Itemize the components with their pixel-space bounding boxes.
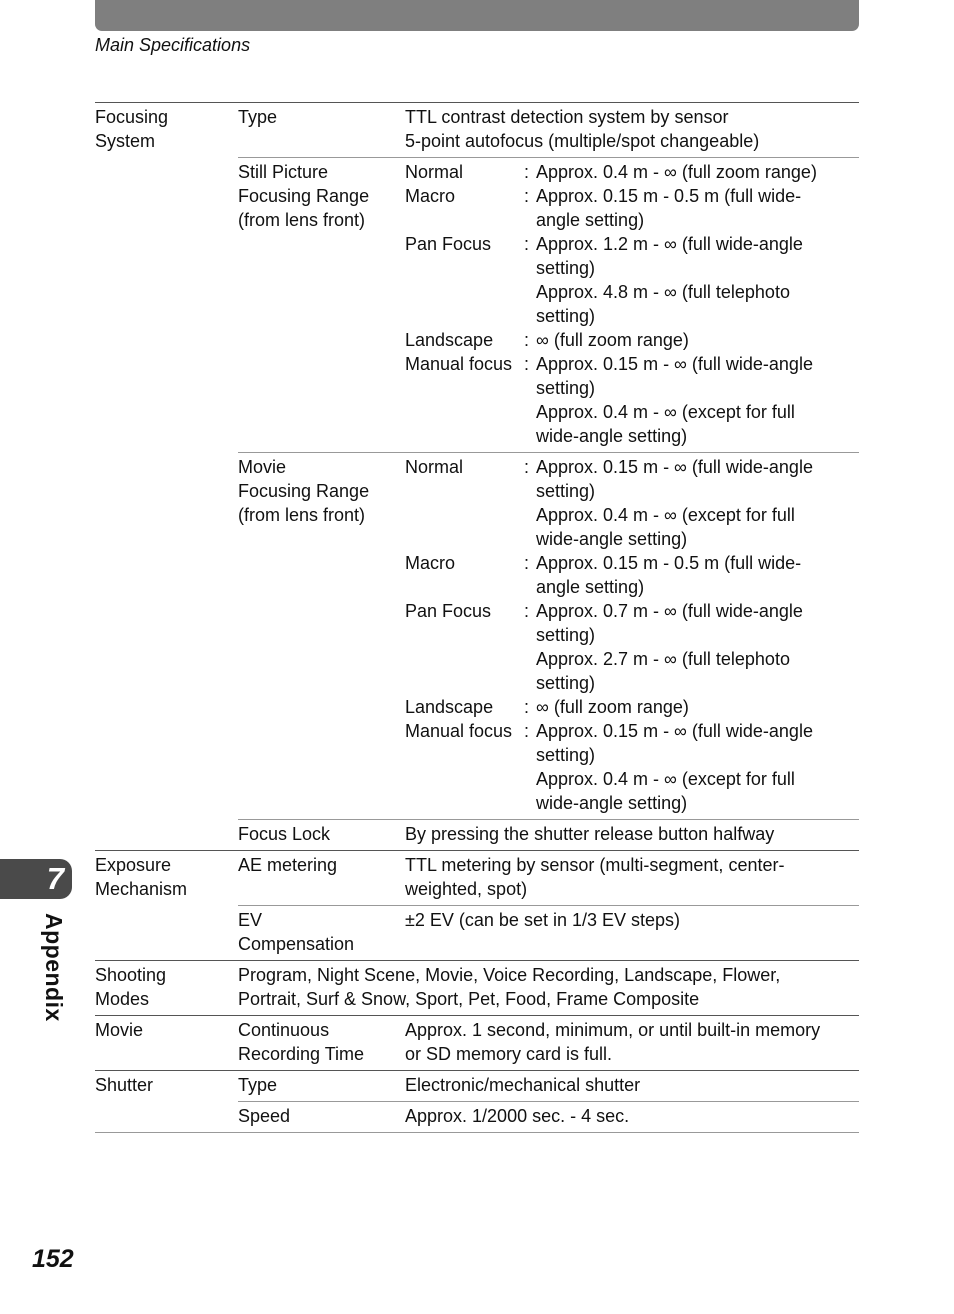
focus-mode-values: [536, 455, 859, 551]
sublabel-line: Focusing Range: [238, 481, 370, 501]
focus-mode-values: [536, 719, 859, 815]
colon-separator: :: [524, 457, 530, 477]
sublabel-line: Recording Time: [238, 1044, 365, 1064]
colon-separator: :: [524, 162, 530, 182]
label-line: Shooting: [95, 965, 167, 985]
focus-mode-label: Macro: [405, 553, 456, 573]
row-sublabel: [238, 906, 405, 961]
sublabel-line: Focusing Range: [238, 186, 370, 206]
value-line: TTL contrast detection system by sensor: [405, 107, 729, 127]
focus-mode-label: Pan Focus: [405, 601, 492, 621]
value-line: setting): [536, 673, 596, 693]
table-row: [95, 851, 859, 906]
sublabel-line: Continuous: [238, 1020, 330, 1040]
row-label: Focusing System: [95, 107, 169, 151]
row-value: Approx. 1/2000 sec. - 4 sec.: [405, 1102, 859, 1133]
focus-mode-values: [536, 160, 859, 184]
focus-mode-label: Macro: [405, 186, 456, 206]
colon-separator: :: [524, 601, 530, 621]
header-bar: [95, 0, 859, 31]
shutter-label: Shutter: [95, 1071, 238, 1133]
focus-mode-label: Normal: [405, 162, 464, 182]
value-line: wide-angle setting): [536, 793, 688, 813]
row-sublabel: Type: [238, 103, 405, 158]
focus-mode-values: [536, 695, 859, 719]
label-line: Mechanism: [95, 879, 188, 899]
row-value: [405, 158, 859, 453]
row-value: [405, 1016, 859, 1071]
value-line: wide-angle setting): [536, 426, 688, 446]
row-value: ±2 EV (can be set in 1/3 EV steps): [405, 906, 859, 961]
focus-mode-label: Normal: [405, 457, 464, 477]
value-line: Approx. 1.2 m - ∞ (full wide-angle: [536, 234, 803, 254]
row-value: [405, 453, 859, 820]
value-line: angle setting): [536, 577, 645, 597]
focus-mode-label: Manual focus: [405, 354, 513, 374]
value-line: or SD memory card is full.: [405, 1044, 613, 1064]
value-line: Approx. 1 second, minimum, or until built-in memory: [405, 1020, 821, 1040]
value-line: 5-point autofocus (multiple/spot changeable): [405, 131, 760, 151]
value-line: wide-angle setting): [536, 529, 688, 549]
page-number: 152: [32, 1245, 74, 1273]
value-line: setting): [536, 378, 596, 398]
sublabel-line: (from lens front): [238, 505, 366, 525]
value-line: Approx. 0.4 m - ∞ (except for full: [536, 769, 795, 789]
table-row: [95, 103, 859, 158]
value-line: TTL metering by sensor (multi-segment, center-: [405, 855, 785, 875]
value-line: Approx. 0.15 m - ∞ (full wide-angle: [536, 354, 813, 374]
value-line: setting): [536, 481, 596, 501]
value-line: Approx. 0.7 m - ∞ (full wide-angle: [536, 601, 803, 621]
focus-mode-values: [536, 184, 859, 232]
value-line: setting): [536, 258, 596, 278]
value-line: setting): [536, 625, 596, 645]
table-row: [95, 961, 859, 1016]
value-line: ∞ (full zoom range): [536, 697, 689, 717]
chapter-tab: [0, 859, 72, 1022]
colon-separator: :: [524, 186, 530, 206]
sublabel-line: Still Picture: [238, 162, 329, 182]
value-line: angle setting): [536, 210, 645, 230]
value-line: Approx. 2.7 m - ∞ (full telephoto: [536, 649, 790, 669]
row-sublabel: [238, 158, 405, 453]
focus-mode-values: [536, 328, 859, 352]
section-title: Main Specifications: [95, 35, 251, 55]
range-list: [405, 455, 859, 815]
value-line: Approx. 0.15 m - 0.5 m (full wide-: [536, 553, 802, 573]
focus-mode-label: Landscape: [405, 330, 494, 350]
focusing-system-label: [95, 103, 238, 851]
row-value: [405, 103, 859, 158]
focus-mode-label: Pan Focus: [405, 234, 492, 254]
colon-separator: :: [524, 234, 530, 254]
value-line: Approx. 0.4 m - ∞ (except for full: [536, 505, 795, 525]
exposure-label: [95, 851, 238, 961]
colon-separator: :: [524, 330, 530, 350]
focus-mode-label: Landscape: [405, 697, 494, 717]
row-sublabel: [238, 453, 405, 820]
shooting-modes-label: [95, 961, 238, 1016]
value-line: weighted, spot): [405, 879, 528, 899]
row-value: Electronic/mechanical shutter: [405, 1071, 859, 1102]
table-row: [95, 1016, 859, 1071]
sublabel-line: Compensation: [238, 934, 355, 954]
sublabel-line: (from lens front): [238, 210, 366, 230]
focus-mode-values: [536, 551, 859, 599]
value-line: setting): [536, 745, 596, 765]
movie-label: Movie: [95, 1016, 238, 1071]
value-line: setting): [536, 306, 596, 326]
row-value: [238, 961, 859, 1016]
colon-separator: :: [524, 697, 530, 717]
row-sublabel: Speed: [238, 1102, 405, 1133]
focus-mode-values: [536, 232, 859, 328]
focus-mode-values: [536, 352, 859, 448]
row-sublabel: AE metering: [238, 851, 405, 906]
row-sublabel: Type: [238, 1071, 405, 1102]
row-value: [405, 851, 859, 906]
colon-separator: :: [524, 354, 530, 374]
spec-table: [95, 102, 859, 1133]
focus-mode-label: Manual focus: [405, 721, 513, 741]
value-line: Approx. 0.4 m - ∞ (full zoom range): [536, 162, 817, 182]
value-line: Portrait, Surf & Snow, Sport, Pet, Food, Frame Composite: [238, 989, 700, 1009]
value-line: Approx. 0.15 m - ∞ (full wide-angle: [536, 457, 813, 477]
label-line: Modes: [95, 989, 150, 1009]
chapter-label: Appendix: [41, 913, 67, 1022]
value-line: Program, Night Scene, Movie, Voice Recording, Landscape, Flower,: [238, 965, 781, 985]
table-row: [95, 1071, 859, 1102]
row-sublabel: [238, 1016, 405, 1071]
sublabel-line: EV: [238, 910, 263, 930]
value-line: Approx. 4.8 m - ∞ (full telephoto: [536, 282, 790, 302]
sublabel-line: Movie: [238, 457, 287, 477]
value-line: Approx. 0.4 m - ∞ (except for full: [536, 402, 795, 422]
focus-mode-values: [536, 599, 859, 695]
row-value: By pressing the shutter release button halfway: [405, 820, 859, 851]
value-line: Approx. 0.15 m - 0.5 m (full wide-: [536, 186, 802, 206]
chapter-number: 7: [0, 859, 72, 899]
colon-separator: :: [524, 721, 530, 741]
value-line: ∞ (full zoom range): [536, 330, 689, 350]
row-sublabel: Focus Lock: [238, 820, 405, 851]
value-line: Approx. 0.15 m - ∞ (full wide-angle: [536, 721, 813, 741]
range-list: [405, 160, 859, 448]
colon-separator: :: [524, 553, 530, 573]
label-line: Exposure: [95, 855, 172, 875]
